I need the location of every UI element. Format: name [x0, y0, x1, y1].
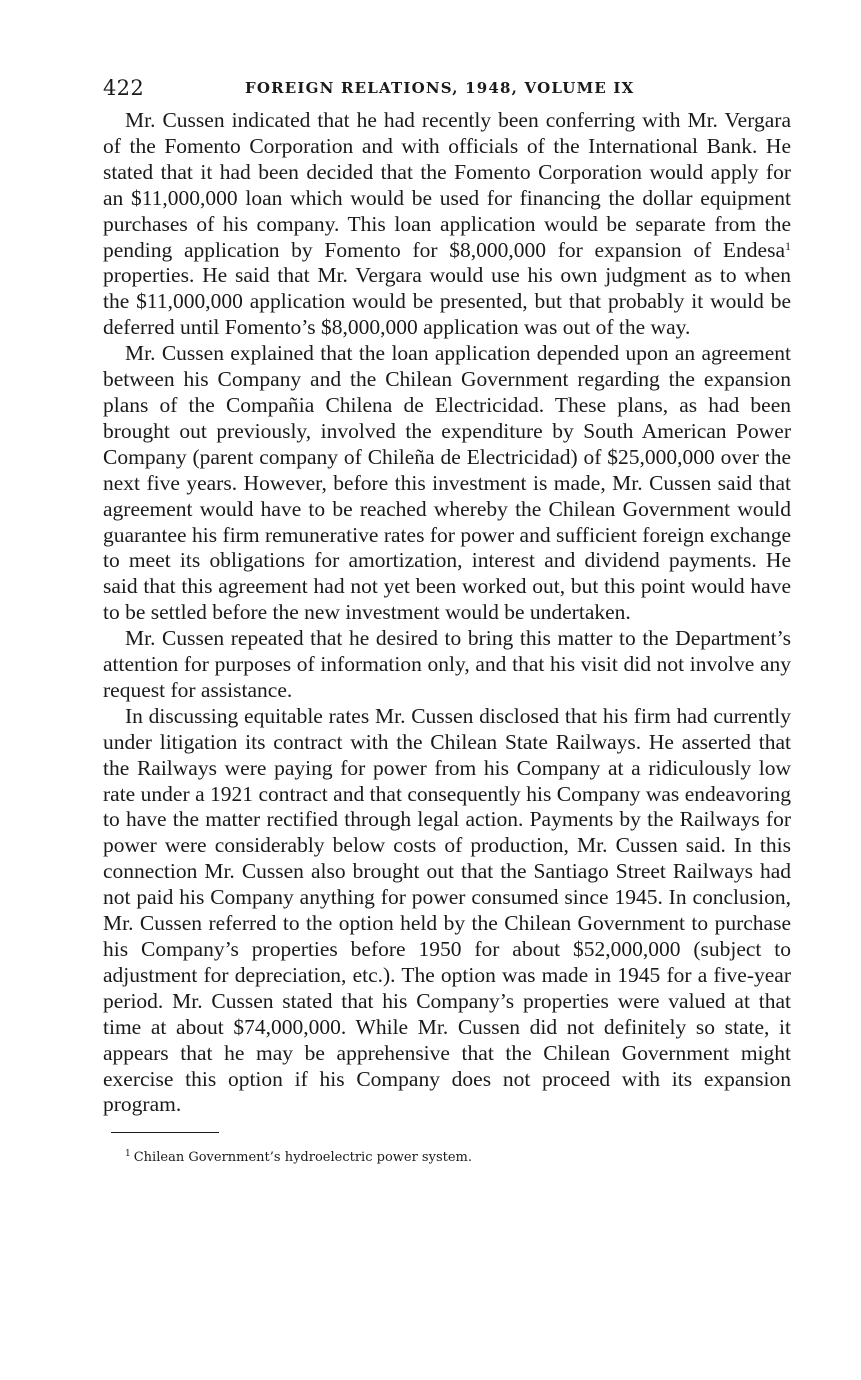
- footnote: [125, 1149, 791, 1167]
- paragraph-1-text-b: properties. He said that Mr. Vergara would use his own judgment as to when the $11,000,000 application would be presented, but that probably it would be deferred until Fomento’s $8,000,000 application was out of the way.: [103, 263, 791, 340]
- footnote-marker: 1: [125, 1149, 131, 1160]
- footnote-text: Chilean Government’s hydroelectric power system.: [133, 1150, 473, 1166]
- footnote-reference: 1: [785, 238, 791, 253]
- body-text: [103, 108, 791, 1118]
- paragraph-4: In discussing equitable rates Mr. Cussen disclosed that his firm had currently under litigation its contract with the Chilean State Railways. He asserted that the Railways were paying for power from his Company at a ridiculously low rate under a 1921 contract and that consequently his Company was endeavoring to have the matter rectified through legal action. Payments by the Railways for power were considerably below costs of production, Mr. Cussen said. In this connection Mr. Cussen also brought out that the Santiago Street Railways had not paid his Company anything for power consumed since 1945. In conclusion, Mr. Cussen referred to the option held by the Chilean Government to purchase his Company’s properties before 1950 for about $52,000,000 (subject to adjustment for depreciation, etc.). The option was made in 1945 for a five-year period. Mr. Cussen stated that his Company’s properties were valued at that time at about $74,000,000. While Mr. Cussen did not definitely so state, it appears that he may be apprehensive that the Chilean Government might exercise this option if his Company does not proceed with its expansion program.: [103, 703, 791, 1117]
- running-head: FOREIGN RELATIONS, 1948, VOLUME IX: [245, 79, 635, 97]
- paragraph-1: [103, 108, 791, 341]
- paragraph-2: Mr. Cussen explained that the loan application depended upon an agreement between his Company and the Chilean Government regarding the expansion plans of the Compañia Chilena de Electricidad. These plans, as had been brought out previously, involved the expenditure by South American Power Company (parent company of Chileña de Electricidad) of $25,000,000 over the next five years. However, before this investment is made, Mr. Cussen said that agreement would have to be reached whereby the Chilean Government would guarantee his firm remunerative rates for power and sufficient foreign exchange to meet its obligations for amortization, interest and dividend payments. He said that this agreement had not yet been worked out, but this point would have to be settled before the new investment would be undertaken.: [103, 341, 791, 625]
- page-header: [103, 68, 791, 108]
- page-number: 422: [103, 76, 144, 100]
- document-page: [103, 68, 791, 1167]
- footnote-divider: [111, 1132, 219, 1133]
- paragraph-3: Mr. Cussen repeated that he desired to bring this matter to the Department’s attention for purposes of information only, and that his visit did not involve any request for assistance.: [103, 626, 791, 702]
- paragraph-1-text-a: Mr. Cussen indicated that he had recently been conferring with Mr. Vergara of the Fomento Corporation and with officials of the International Bank. He stated that it had been decided that the Fomento Corporation would apply for an $11,000,000 loan which would be used for financing the dollar equipment purchases of his company. This loan application would be separate from the pending application by Fomento for $8,000,000 for expansion of Endesa: [103, 108, 791, 262]
